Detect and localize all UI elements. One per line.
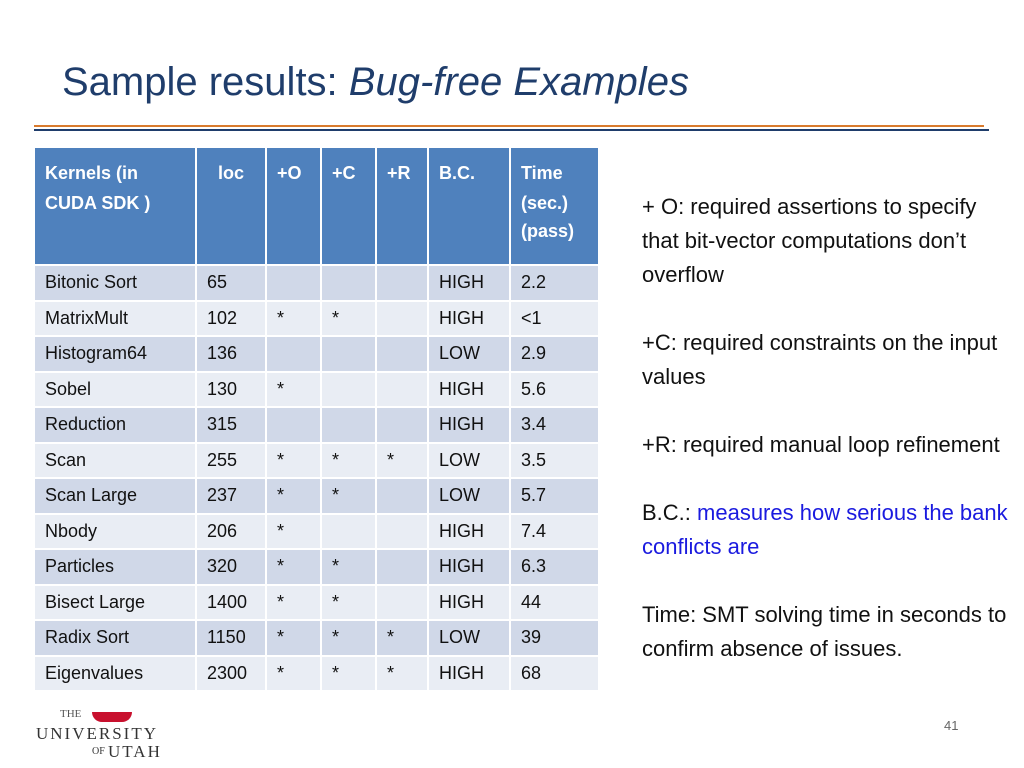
cell-time: 3.4 bbox=[510, 407, 599, 443]
cell-loc: 136 bbox=[196, 336, 266, 372]
header-o: +O bbox=[266, 147, 321, 265]
note-time: Time: SMT solving time in seconds to confirm absence of issues. bbox=[642, 602, 1007, 661]
cell-o: * bbox=[266, 443, 321, 479]
logo-utah: UTAH bbox=[108, 742, 162, 761]
cell-kernel: Scan Large bbox=[34, 478, 196, 514]
cell-time: 68 bbox=[510, 656, 599, 692]
cell-loc: 130 bbox=[196, 372, 266, 408]
cell-kernel: Histogram64 bbox=[34, 336, 196, 372]
cell-r bbox=[376, 336, 428, 372]
cell-kernel: Reduction bbox=[34, 407, 196, 443]
cell-r bbox=[376, 585, 428, 621]
cell-time: 3.5 bbox=[510, 443, 599, 479]
logo-the: THE bbox=[60, 708, 82, 720]
cell-o: * bbox=[266, 301, 321, 337]
cell-c: * bbox=[321, 443, 376, 479]
cell-bc: HIGH bbox=[428, 372, 510, 408]
table-header-row bbox=[34, 147, 599, 265]
cell-r bbox=[376, 407, 428, 443]
cell-bc: LOW bbox=[428, 443, 510, 479]
table-row bbox=[34, 514, 599, 550]
cell-time: 39 bbox=[510, 620, 599, 656]
note-o: + O: required assertions to specify that bit-vector computations don’t overflow bbox=[642, 194, 977, 287]
table-row bbox=[34, 336, 599, 372]
cell-o: * bbox=[266, 514, 321, 550]
cell-r bbox=[376, 372, 428, 408]
cell-bc: HIGH bbox=[428, 265, 510, 301]
table-row bbox=[34, 265, 599, 301]
cell-loc: 1400 bbox=[196, 585, 266, 621]
cell-c: * bbox=[321, 478, 376, 514]
cell-o: * bbox=[266, 656, 321, 692]
cell-kernel: Sobel bbox=[34, 372, 196, 408]
cell-time: <1 bbox=[510, 301, 599, 337]
cell-o: * bbox=[266, 585, 321, 621]
header-time-line2: (sec.) bbox=[521, 193, 569, 213]
header-time-line3: (pass) bbox=[521, 221, 575, 241]
cell-kernel: Eigenvalues bbox=[34, 656, 196, 692]
table-row bbox=[34, 372, 599, 408]
cell-kernel: Bisect Large bbox=[34, 585, 196, 621]
cell-o: * bbox=[266, 372, 321, 408]
cell-r bbox=[376, 301, 428, 337]
logo-block-u-mark bbox=[92, 712, 132, 722]
cell-loc: 102 bbox=[196, 301, 266, 337]
header-c: +C bbox=[321, 147, 376, 265]
legend-notes bbox=[642, 190, 1012, 700]
cell-kernel: Radix Sort bbox=[34, 620, 196, 656]
header-time-line1: Time bbox=[521, 163, 563, 183]
cell-r bbox=[376, 549, 428, 585]
cell-c: * bbox=[321, 301, 376, 337]
table-row bbox=[34, 407, 599, 443]
cell-r bbox=[376, 514, 428, 550]
header-time bbox=[510, 147, 599, 265]
cell-time: 7.4 bbox=[510, 514, 599, 550]
cell-time: 5.7 bbox=[510, 478, 599, 514]
table-row bbox=[34, 656, 599, 692]
cell-kernel: Particles bbox=[34, 549, 196, 585]
header-bc: B.C. bbox=[428, 147, 510, 265]
table-row bbox=[34, 443, 599, 479]
note-bc-text: measures how serious the bank conflicts are bbox=[642, 500, 1008, 559]
cell-bc: HIGH bbox=[428, 301, 510, 337]
cell-c: * bbox=[321, 585, 376, 621]
cell-kernel: MatrixMult bbox=[34, 301, 196, 337]
note-r: +R: required manual loop refinement bbox=[642, 432, 1000, 457]
cell-o bbox=[266, 336, 321, 372]
cell-c bbox=[321, 372, 376, 408]
title-emphasis: Bug-free Examples bbox=[348, 60, 689, 104]
cell-c bbox=[321, 336, 376, 372]
cell-c: * bbox=[321, 620, 376, 656]
cell-o: * bbox=[266, 549, 321, 585]
cell-r: * bbox=[376, 656, 428, 692]
cell-time: 44 bbox=[510, 585, 599, 621]
table-row bbox=[34, 478, 599, 514]
cell-c bbox=[321, 407, 376, 443]
cell-loc: 65 bbox=[196, 265, 266, 301]
cell-loc: 1150 bbox=[196, 620, 266, 656]
cell-r bbox=[376, 478, 428, 514]
table-row bbox=[34, 301, 599, 337]
header-r: +R bbox=[376, 147, 428, 265]
title-divider-blue bbox=[34, 129, 989, 131]
cell-time: 6.3 bbox=[510, 549, 599, 585]
cell-bc: HIGH bbox=[428, 549, 510, 585]
cell-bc: LOW bbox=[428, 620, 510, 656]
cell-loc: 315 bbox=[196, 407, 266, 443]
cell-r bbox=[376, 265, 428, 301]
title-prefix: Sample results: bbox=[62, 60, 349, 104]
cell-c bbox=[321, 265, 376, 301]
cell-bc: HIGH bbox=[428, 407, 510, 443]
cell-loc: 255 bbox=[196, 443, 266, 479]
cell-c: * bbox=[321, 549, 376, 585]
cell-bc: HIGH bbox=[428, 514, 510, 550]
header-loc: loc bbox=[196, 147, 266, 265]
logo-of: OF bbox=[92, 746, 105, 757]
cell-bc: LOW bbox=[428, 478, 510, 514]
university-logo bbox=[34, 708, 164, 764]
cell-loc: 2300 bbox=[196, 656, 266, 692]
table-row bbox=[34, 549, 599, 585]
cell-c: * bbox=[321, 656, 376, 692]
page-number: 41 bbox=[944, 718, 959, 733]
cell-c bbox=[321, 514, 376, 550]
cell-time: 2.9 bbox=[510, 336, 599, 372]
note-bc-label: B.C.: bbox=[642, 500, 698, 525]
cell-loc: 237 bbox=[196, 478, 266, 514]
cell-kernel: Scan bbox=[34, 443, 196, 479]
cell-loc: 320 bbox=[196, 549, 266, 585]
cell-bc: LOW bbox=[428, 336, 510, 372]
results-table bbox=[33, 146, 600, 692]
cell-bc: HIGH bbox=[428, 656, 510, 692]
cell-o: * bbox=[266, 620, 321, 656]
cell-r: * bbox=[376, 620, 428, 656]
cell-kernel: Bitonic Sort bbox=[34, 265, 196, 301]
note-bc bbox=[642, 496, 1012, 564]
table-row bbox=[34, 620, 599, 656]
cell-bc: HIGH bbox=[428, 585, 510, 621]
cell-r: * bbox=[376, 443, 428, 479]
cell-time: 5.6 bbox=[510, 372, 599, 408]
title-divider-orange bbox=[34, 125, 984, 127]
logo-university: UNIVERSITY bbox=[36, 724, 158, 743]
cell-time: 2.2 bbox=[510, 265, 599, 301]
header-kernels bbox=[34, 147, 196, 265]
cell-loc: 206 bbox=[196, 514, 266, 550]
header-kernels-line2: CUDA SDK ) bbox=[45, 193, 151, 213]
cell-o: * bbox=[266, 478, 321, 514]
cell-o bbox=[266, 265, 321, 301]
note-c: +C: required constraints on the input values bbox=[642, 330, 998, 389]
table-row bbox=[34, 585, 599, 621]
slide-title bbox=[62, 60, 689, 105]
table-body bbox=[34, 265, 599, 691]
header-kernels-line1: Kernels (in bbox=[45, 163, 139, 183]
cell-kernel: Nbody bbox=[34, 514, 196, 550]
cell-o bbox=[266, 407, 321, 443]
